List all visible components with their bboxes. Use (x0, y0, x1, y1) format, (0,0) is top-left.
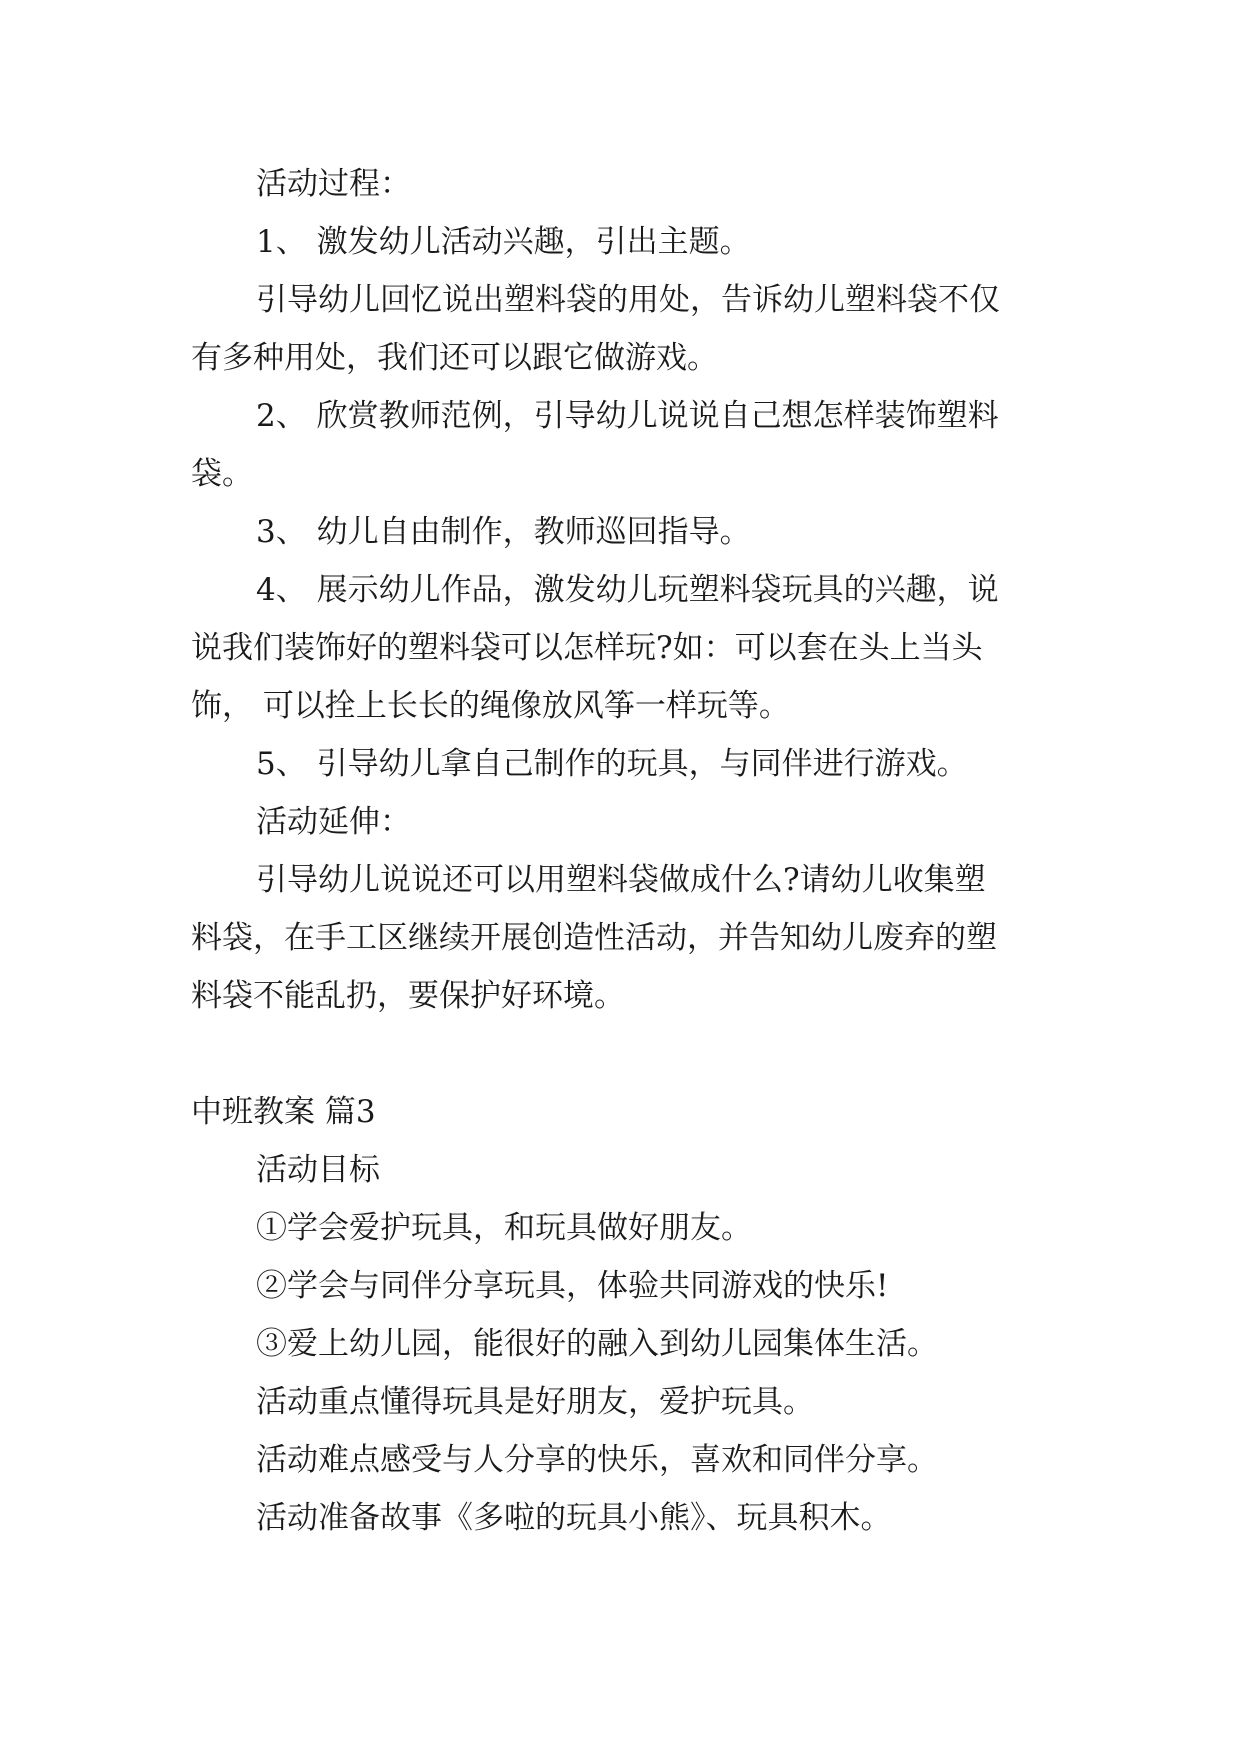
difficulty: 活动难点感受与人分享的快乐，喜欢和同伴分享。 (256, 1442, 938, 1478)
step-4-line-1: 4、 展示幼儿作品，激发幼儿玩塑料袋玩具的兴趣，说 (256, 572, 999, 608)
extension-line-1: 引导幼儿说说还可以用塑料袋做成什么?请幼儿收集塑 (256, 862, 986, 898)
process-heading: 活动过程： (256, 166, 411, 202)
step-5: 5、 引导幼儿拿自己制作的玩具，与同伴进行游戏。 (256, 746, 968, 782)
step-2-line-1: 2、 欣赏教师范例，引导幼儿说说自己想怎样装饰塑料 (256, 398, 999, 434)
extension-heading: 活动延伸： (256, 804, 411, 840)
step-4-line-2: 说我们装饰好的塑料袋可以怎样玩?如：可以套在头上当头 (191, 630, 983, 666)
step-1: 1、 激发幼儿活动兴趣，引出主题。 (256, 224, 751, 260)
goal-3: ③爱上幼儿园，能很好的融入到幼儿园集体生活。 (256, 1326, 938, 1362)
goal-2: ②学会与同伴分享玩具，体验共同游戏的快乐! (256, 1268, 889, 1304)
step-4-line-3: 饰， 可以拴上长长的绳像放风筝一样玩等。 (191, 688, 790, 724)
step-1-desc-line-1: 引导幼儿回忆说出塑料袋的用处，告诉幼儿塑料袋不仅 (256, 282, 1000, 318)
key-point: 活动重点懂得玩具是好朋友，爱护玩具。 (256, 1384, 814, 1420)
goals-heading: 活动目标 (256, 1152, 380, 1188)
goal-1: ①学会爱护玩具，和玩具做好朋友。 (256, 1210, 752, 1246)
extension-line-3: 料袋不能乱扔，要保护好环境。 (191, 978, 625, 1014)
step-1-desc-line-2: 有多种用处，我们还可以跟它做游戏。 (191, 340, 718, 376)
section-title: 中班教案 篇3 (191, 1094, 376, 1130)
preparation: 活动准备故事《多啦的玩具小熊》、玩具积木。 (256, 1500, 892, 1536)
extension-line-2: 料袋，在手工区继续开展创造性活动，并告知幼儿废弃的塑 (191, 920, 997, 956)
step-2-line-2: 袋。 (191, 456, 253, 492)
step-3: 3、 幼儿自由制作，教师巡回指导。 (256, 514, 751, 550)
